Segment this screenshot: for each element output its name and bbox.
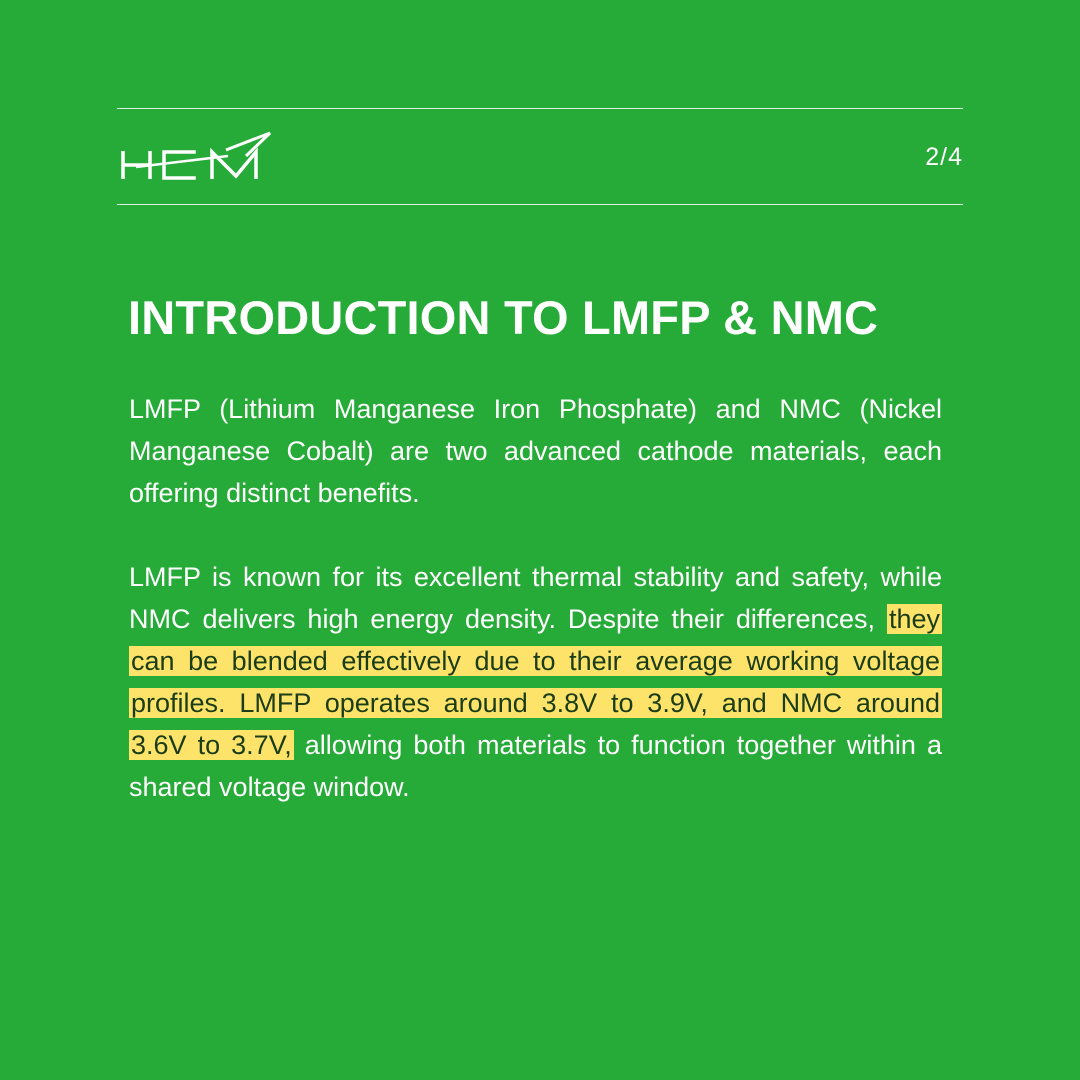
hcm-logo — [118, 130, 274, 184]
paragraph-text-start: LMFP is known for its excellent thermal stability and safety, while NMC delivers high energy density. Despite their differences, — [129, 562, 942, 634]
intro-paragraph: LMFP (Lithium Manganese Iron Phosphate) and NMC (Nickel Manganese Cobalt) are two advanced cathode materials, each offering distinct benefits. — [129, 394, 942, 508]
highlighted-text: they can be blended effectively due to their average working voltage profiles. LMFP operates around 3.8V to 3.9V, and NMC around 3.6V to 3.7V, — [131, 604, 940, 760]
page-title: INTRODUCTION TO LMFP & NMC — [128, 291, 879, 344]
header-top-divider — [117, 108, 963, 109]
header-bottom-divider — [117, 204, 963, 205]
paragraph-text-end: allowing both materials to function together within a shared voltage window. — [129, 730, 942, 802]
details-paragraph — [129, 556, 942, 808]
page-counter: 2/4 — [925, 143, 963, 171]
